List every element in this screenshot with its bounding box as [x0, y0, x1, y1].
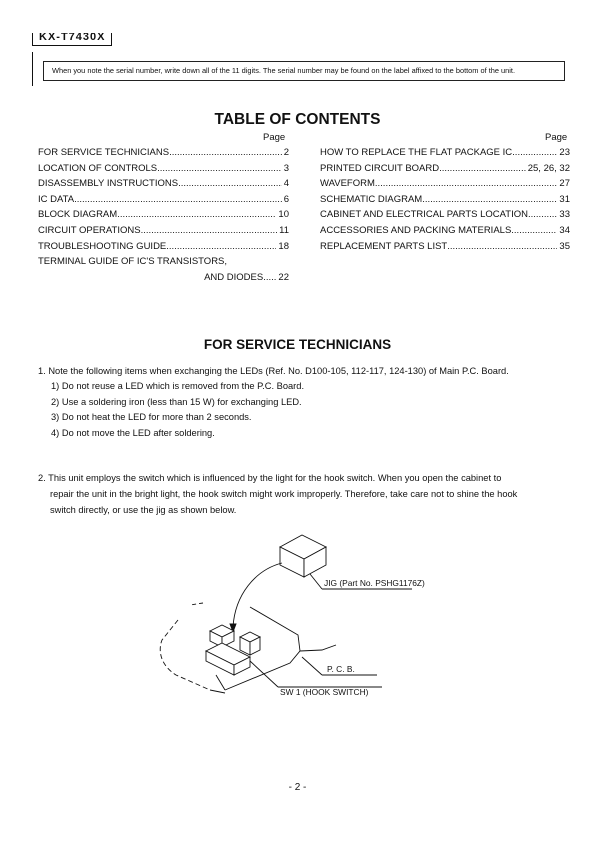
pcb-leader-line: [302, 657, 322, 675]
serial-number-note: When you note the serial number, write down all of the 11 digits. The serial number may be found on the label affixed to the bottom of the unit.: [43, 61, 565, 81]
note-item-2-line-2: repair the unit in the bright light, the hook switch might work improperly. Therefore, take care not to shine the hook: [50, 489, 518, 500]
toc-entry[interactable]: DISASSEMBLY INSTRUCTIONS ..... 4: [38, 176, 289, 192]
hook-switch-jig-figure: [150, 525, 470, 710]
toc-entry-multiline-1[interactable]: TERMINAL GUIDE OF IC'S TRANSISTORS,: [38, 256, 228, 268]
toc-left-column: [38, 145, 289, 285]
page-number: - 2 -: [288, 782, 307, 793]
toc-entry[interactable]: CABINET AND ELECTRICAL PARTS LOCATION ..... 33: [320, 207, 570, 223]
toc-entry[interactable]: REPLACEMENT PARTS LIST ..... 35: [320, 239, 570, 255]
hook-switch-component: [206, 625, 260, 675]
toc-page-label-right: Page: [545, 132, 568, 143]
toc-entry[interactable]: LOCATION OF CONTROLS ..... 3: [38, 161, 289, 177]
jig-leader-line: [310, 574, 322, 589]
toc-entry[interactable]: BLOCK DIAGRAM ..... 10: [38, 207, 289, 223]
toc-entry[interactable]: SCHEMATIC DIAGRAM ..... 31: [320, 192, 570, 208]
note-item-1-sub-1: 1) Do not reuse a LED which is removed from the P.C. Board.: [51, 381, 305, 392]
note-item-1-sub-4: 4) Do not move the LED after soldering.: [51, 427, 215, 438]
toc-title: TABLE OF CONTENTS: [214, 111, 381, 128]
toc-entry[interactable]: WAVEFORM ..... 27: [320, 176, 570, 192]
note-item-1-intro: 1. Note the following items when exchanging the LEDs (Ref. No. D100-105, 112-117, 124-130) of Main P.C. Board.: [38, 366, 509, 376]
model-number: KX-T7430X: [32, 33, 112, 46]
section-title: FOR SERVICE TECHNICIANS: [203, 337, 392, 352]
toc-entry[interactable]: ACCESSORIES AND PACKING MATERIALS ..... 34: [320, 223, 570, 239]
jig-block: [280, 535, 326, 577]
switch-leader-line: [250, 661, 278, 687]
pcb-label: P. C. B.: [327, 664, 355, 674]
toc-entry-multiline-2[interactable]: AND DIODES ..... 22: [204, 271, 289, 283]
note-item-1-sub-3: 3) Do not heat the LED for more than 2 seconds.: [51, 412, 252, 423]
hook-switch-label: SW 1 (HOOK SWITCH): [280, 687, 369, 697]
toc-entry[interactable]: PRINTED CIRCUIT BOARD ..... 25, 26, 32: [320, 161, 570, 177]
toc-entry[interactable]: HOW TO REPLACE THE FLAT PACKAGE IC ..... 23: [320, 145, 570, 161]
toc-right-column: [320, 145, 570, 254]
note-item-2-line-1: 2. This unit employs the switch which is influenced by the light for the hook switch. When you open the cabinet to: [38, 473, 502, 483]
toc-entry[interactable]: IC DATA ..... 6: [38, 192, 289, 208]
placement-arrow: [233, 563, 282, 627]
note-item-2: [38, 470, 583, 519]
jig-label: JIG (Part No. PSHG1176Z): [324, 578, 425, 588]
toc-page-label-left: Page: [263, 132, 286, 143]
note-item-2-line-3: switch directly, or use the jig as shown below.: [50, 505, 237, 516]
toc-entry[interactable]: TROUBLESHOOTING GUIDE ..... 18: [38, 239, 289, 255]
note-item-1: [38, 364, 578, 441]
toc-entry[interactable]: FOR SERVICE TECHNICIANS ..... 2: [38, 145, 289, 161]
left-border-line: [32, 52, 33, 86]
toc-entry[interactable]: CIRCUIT OPERATIONS ..... 11: [38, 223, 289, 239]
note-item-1-sub-2: 2) Use a soldering iron (less than 15 W) for exchanging LED.: [51, 396, 302, 407]
